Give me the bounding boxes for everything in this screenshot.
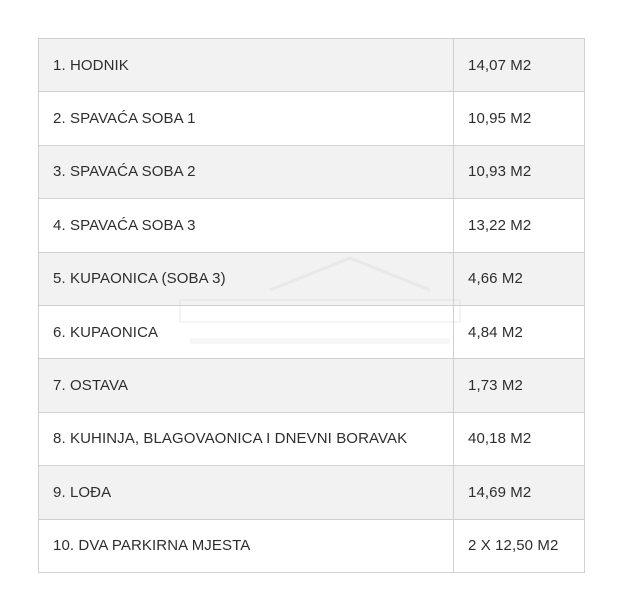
table-row [39, 466, 585, 519]
table-row [39, 199, 585, 252]
room-area-cell: 1,73 M2 [454, 359, 585, 412]
room-area-cell: 14,07 M2 [454, 39, 585, 92]
room-name-cell: 2. SPAVAĆA SOBA 1 [39, 92, 454, 145]
room-name-cell: 1. HODNIK [39, 39, 454, 92]
room-area-cell: 10,93 M2 [454, 145, 585, 198]
table-row [39, 252, 585, 305]
table-row [39, 145, 585, 198]
room-name-cell: 6. KUPAONICA [39, 305, 454, 358]
room-area-cell: 4,66 M2 [454, 252, 585, 305]
table-row [39, 519, 585, 572]
room-name-cell: 7. OSTAVA [39, 359, 454, 412]
room-name-cell: 9. LOĐA [39, 466, 454, 519]
table-row [39, 92, 585, 145]
room-area-cell: 2 X 12,50 M2 [454, 519, 585, 572]
table-row [39, 305, 585, 358]
room-area-table [38, 38, 585, 573]
room-name-cell: 10. DVA PARKIRNA MJESTA [39, 519, 454, 572]
room-area-cell: 14,69 M2 [454, 466, 585, 519]
room-name-cell: 5. KUPAONICA (SOBA 3) [39, 252, 454, 305]
table-row [39, 359, 585, 412]
room-name-cell: 3. SPAVAĆA SOBA 2 [39, 145, 454, 198]
room-area-cell: 4,84 M2 [454, 305, 585, 358]
table-row [39, 39, 585, 92]
room-area-cell: 13,22 M2 [454, 199, 585, 252]
table-row [39, 412, 585, 465]
room-area-cell: 10,95 M2 [454, 92, 585, 145]
room-name-cell: 8. KUHINJA, BLAGOVAONICA I DNEVNI BORAVAK [39, 412, 454, 465]
room-name-cell: 4. SPAVAĆA SOBA 3 [39, 199, 454, 252]
room-area-cell: 40,18 M2 [454, 412, 585, 465]
